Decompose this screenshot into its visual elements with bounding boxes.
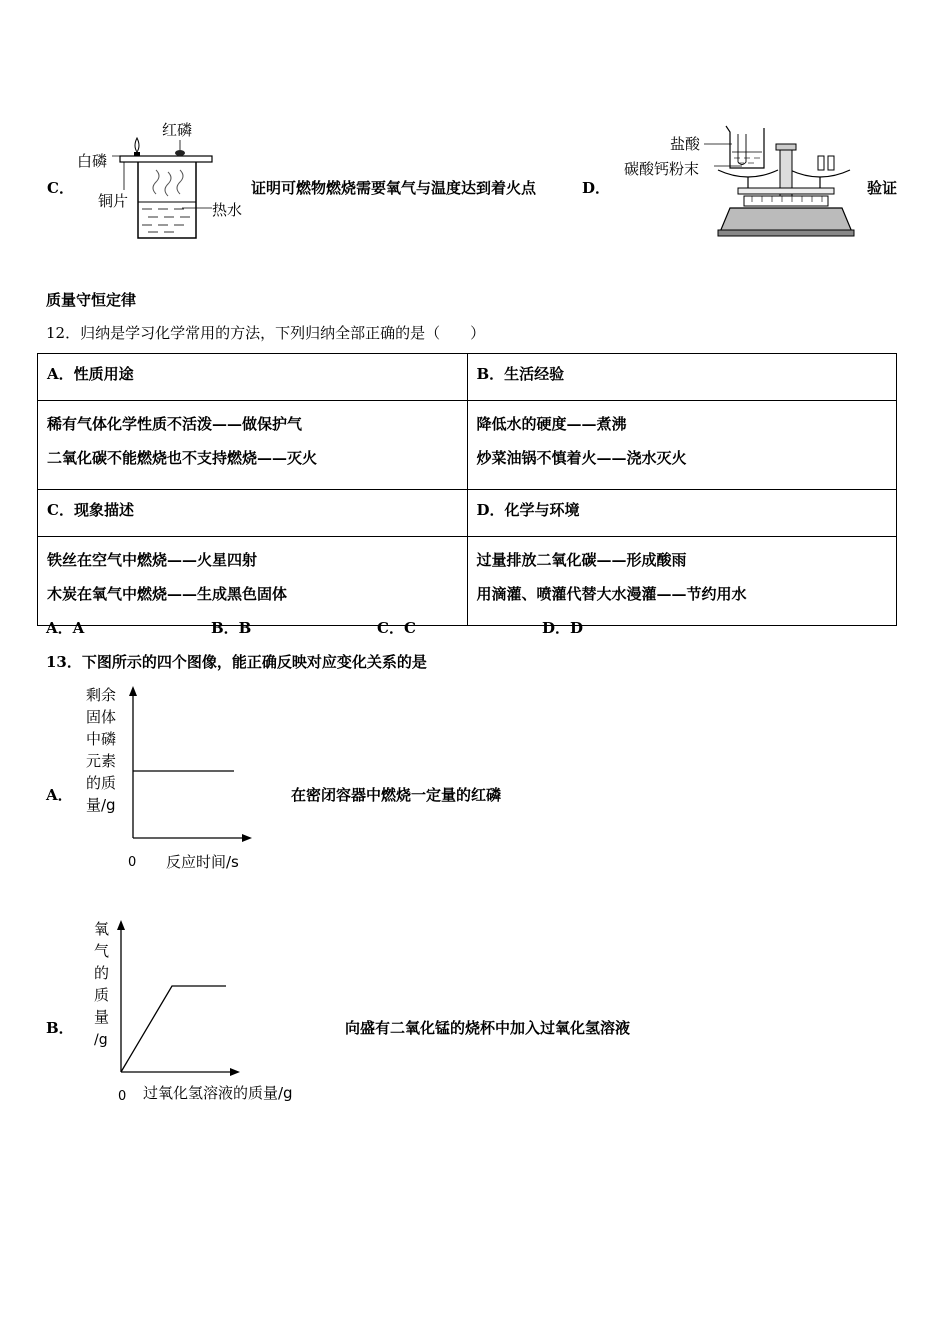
cell-a-body [38, 401, 468, 490]
q13-option-a-label: A． [46, 786, 73, 804]
label-hot-water: 热水 [212, 201, 243, 219]
cell-a-title: A．性质用途 [38, 354, 468, 401]
graph-b-y-label-3: 的 [94, 964, 110, 982]
label-white-phosphorus: 白磷 [77, 152, 108, 170]
q11-option-c-label: C． [47, 179, 74, 197]
q11-option-d-text-cont: 质量守恒定律 [46, 291, 137, 309]
cell-a-line-1: 稀有气体化学性质不活泼——做保护气 [47, 415, 303, 433]
q12-option-b[interactable]: B．B [211, 619, 252, 637]
cell-d-body [467, 537, 897, 626]
q13-stem: 13．下图所示的四个图像，能正确反映对应变化关系的是 [46, 653, 427, 671]
balance-experiment-diagram [622, 122, 862, 238]
cell-d-line-1: 过量排放二氧化碳——形成酸雨 [476, 551, 687, 569]
cell-b-body [467, 401, 897, 490]
graph-a-origin: 0 [128, 855, 137, 870]
graph-a-y-label-6: 量/g [86, 796, 116, 814]
graph-b-x-label: 过氧化氢溶液的质量/g [143, 1084, 293, 1102]
q11-option-d-text: 验证 [867, 179, 898, 197]
graph-b-y-label-1: 氧 [94, 920, 110, 938]
q12-option-c[interactable]: C．C [377, 619, 416, 637]
small-beaker [726, 126, 764, 168]
beaker [138, 162, 196, 238]
cell-b-title: B．生活经验 [467, 354, 897, 401]
q11-option-d-label: D． [582, 179, 611, 197]
combustion-experiment-diagram [72, 112, 262, 244]
graph-b-y-label-6: /g [94, 1032, 108, 1048]
q13-option-b-label: B． [46, 1019, 74, 1037]
q12-summary-table [37, 353, 897, 626]
graph-a [80, 680, 280, 880]
cell-b-line-2: 炒菜油锅不慎着火——浇水灭火 [476, 449, 687, 467]
q13-option-a-desc: 在密闭容器中燃烧一定量的红磷 [291, 786, 502, 804]
graph-a-y-label-4: 元素 [86, 752, 117, 770]
cell-a-line-2: 二氧化碳不能燃烧也不支持燃烧——灭火 [47, 449, 318, 467]
cell-b-line-1: 降低水的硬度——煮沸 [476, 415, 627, 433]
cell-d-title: D．化学与环境 [467, 490, 897, 537]
q12-option-a[interactable]: A．A [46, 619, 85, 637]
graph-a-y-label-1: 剩余 [86, 686, 117, 704]
q13-option-b-desc: 向盛有二氧化锰的烧杯中加入过氧化氢溶液 [345, 1019, 631, 1037]
cell-c-body [38, 537, 468, 626]
label-red-phosphorus: 红磷 [162, 121, 193, 139]
graph-b-y-label-5: 量 [94, 1008, 110, 1026]
graph-b-y-label-2: 气 [94, 942, 110, 960]
graph-a-y-label-5: 的质 [86, 774, 117, 792]
cell-d-line-2: 用滴灌、喷灌代替大水漫灌——节约用水 [476, 585, 747, 603]
graph-b-origin: 0 [118, 1089, 127, 1104]
cell-c-line-1: 铁丝在空气中燃烧——火星四射 [47, 551, 258, 569]
label-calcium-carbonate: 碳酸钙粉末 [624, 160, 700, 178]
cell-c-title: C．现象描述 [38, 490, 468, 537]
q12-stem: 12．归纳是学习化学常用的方法，下列归纳全部正确的是（ ） [46, 324, 486, 342]
copper-sheet [120, 156, 212, 162]
red-phosphorus [175, 150, 185, 156]
graph-b [80, 912, 340, 1112]
q12-option-d[interactable]: D．D [542, 619, 584, 637]
graph-a-x-label: 反应时间/s [166, 853, 239, 871]
graph-b-y-label-4: 质 [94, 986, 110, 1004]
graph-a-y-label-2: 固体 [86, 708, 117, 726]
graph-a-y-label-3: 中磷 [86, 730, 117, 748]
label-hydrochloric-acid: 盐酸 [670, 135, 701, 153]
cell-c-line-2: 木炭在氧气中燃烧——生成黑色固体 [47, 585, 288, 603]
label-copper-sheet: 铜片 [98, 192, 129, 210]
graph-b-data-line [121, 986, 226, 1072]
q11-option-c-text: 证明可燃物燃烧需要氧气与温度达到着火点 [251, 179, 537, 197]
